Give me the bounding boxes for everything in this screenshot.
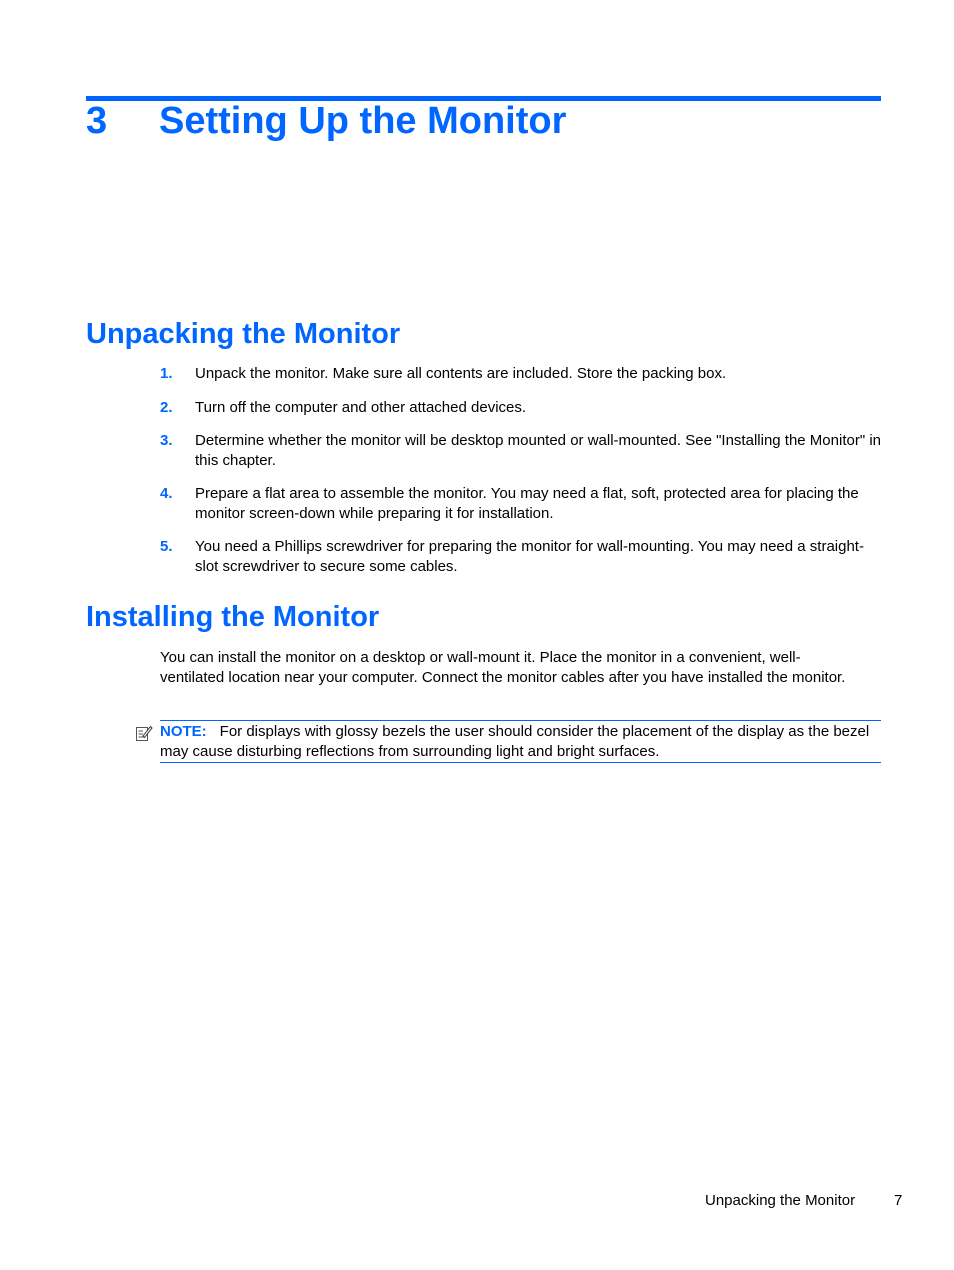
note-icon xyxy=(135,724,153,742)
chapter-number: 3 xyxy=(86,100,108,142)
list-item xyxy=(160,398,882,418)
list-item xyxy=(160,537,882,576)
list-item xyxy=(160,484,882,523)
footer-section-title: Unpacking the Monitor xyxy=(705,1192,856,1209)
unpacking-steps-list xyxy=(160,364,882,590)
chapter-title xyxy=(86,100,566,143)
note-label: NOTE: xyxy=(160,723,207,740)
note-text: For displays with glossy bezels the user should consider the placement of the display as the bezel may cause disturbing reflections from surrounding light and bright surfaces. xyxy=(160,723,870,760)
chapter-title-text: Setting Up the Monitor xyxy=(159,100,567,142)
step-text: Unpack the monitor. Make sure all contents are included. Store the packing box. xyxy=(195,365,727,382)
note-box xyxy=(160,720,881,763)
section-heading-unpacking: Unpacking the Monitor xyxy=(86,318,401,350)
list-item xyxy=(160,364,882,384)
step-text: Turn off the computer and other attached devices. xyxy=(195,398,527,416)
step-text: Prepare a flat area to assemble the monitor. You may need a flat, soft, protected area for placing the monitor screen-down while preparing it for installation. xyxy=(195,485,859,522)
page-number: 7 xyxy=(894,1192,903,1209)
step-number: 5. xyxy=(160,538,173,555)
section-heading-installing: Installing the Monitor xyxy=(86,601,380,633)
step-number: 4. xyxy=(160,485,173,502)
step-number: 2. xyxy=(160,398,173,416)
step-text: Determine whether the monitor will be desktop mounted or wall-mounted. See "Installing the Monitor" in this chapter. xyxy=(195,432,881,469)
installing-paragraph: You can install the monitor on a desktop or wall-mount it. Place the monitor in a convenient, well-ventilated location near your computer. Connect the monitor cables after you have installed the monitor. xyxy=(160,649,846,686)
step-number: 3. xyxy=(160,432,173,449)
list-item xyxy=(160,431,882,470)
step-number: 1. xyxy=(160,365,173,382)
step-text: You need a Phillips screwdriver for preparing the monitor for wall-mounting. You may need a straight-slot screwdriver to secure some cables. xyxy=(195,538,864,575)
